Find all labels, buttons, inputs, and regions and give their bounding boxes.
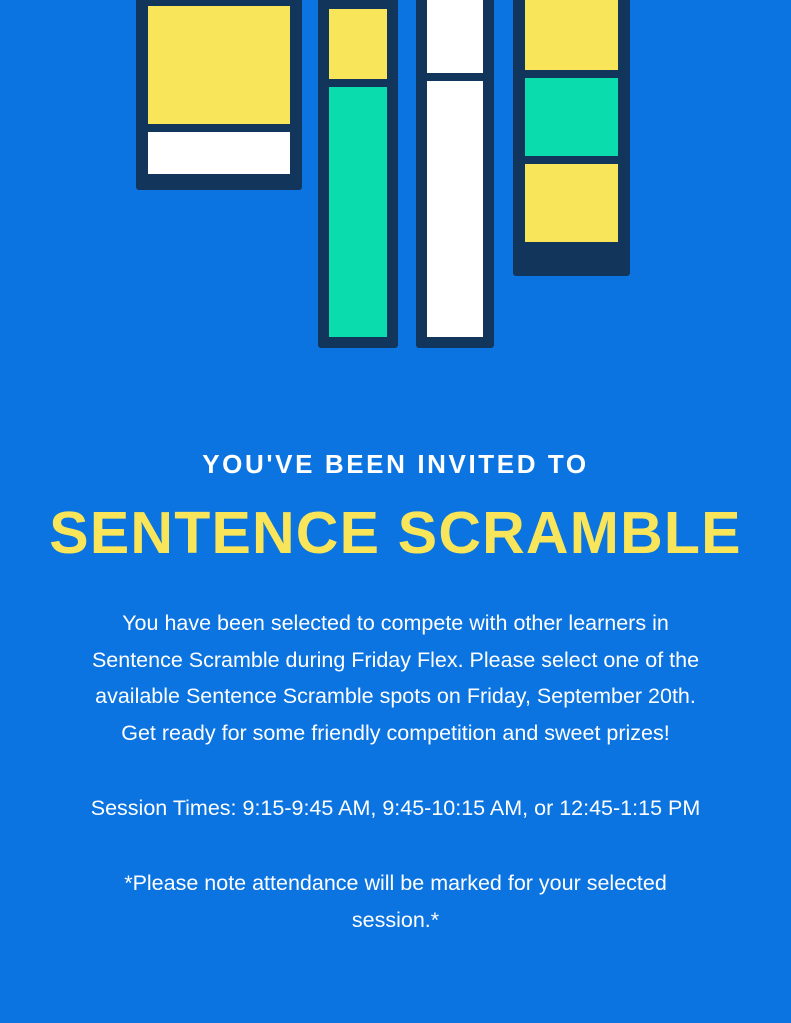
book-pane-white-top xyxy=(427,0,483,73)
book-pane-teal xyxy=(525,78,618,156)
book-white-tall xyxy=(416,0,494,348)
poster-content xyxy=(0,450,791,939)
invitation-kicker: YOU'VE BEEN INVITED TO xyxy=(202,449,589,479)
book-pane-yellow xyxy=(329,9,387,79)
book-pane-yellow-bottom xyxy=(525,164,618,242)
body-paragraph: You have been selected to compete with other learners in Sentence Scramble during Friday Flex. Please select one of the available Sentence Scramble spots on Friday, September 20th. Get ready for some friendly competition and sweet prizes! xyxy=(91,610,700,746)
book-pane-white-bottom xyxy=(427,81,483,337)
attendance-note: *Please note attendance will be marked for your selected session.* xyxy=(124,871,667,933)
session-times: Session Times: 9:15-9:45 AM, 9:45-10:15 AM, or 12:45-1:15 PM xyxy=(90,796,701,821)
book-pane-teal xyxy=(329,87,387,337)
book-right-tricolor xyxy=(513,0,630,276)
book-pane-yellow xyxy=(148,6,290,124)
book-pane-white xyxy=(148,132,290,174)
stacked-books-illustration xyxy=(0,0,791,352)
book-pane-yellow-top xyxy=(525,0,618,70)
book-wide-left xyxy=(136,0,302,190)
book-narrow-yellow-teal xyxy=(318,0,398,348)
page-title: SENTENCE SCRAMBLE xyxy=(49,499,742,566)
